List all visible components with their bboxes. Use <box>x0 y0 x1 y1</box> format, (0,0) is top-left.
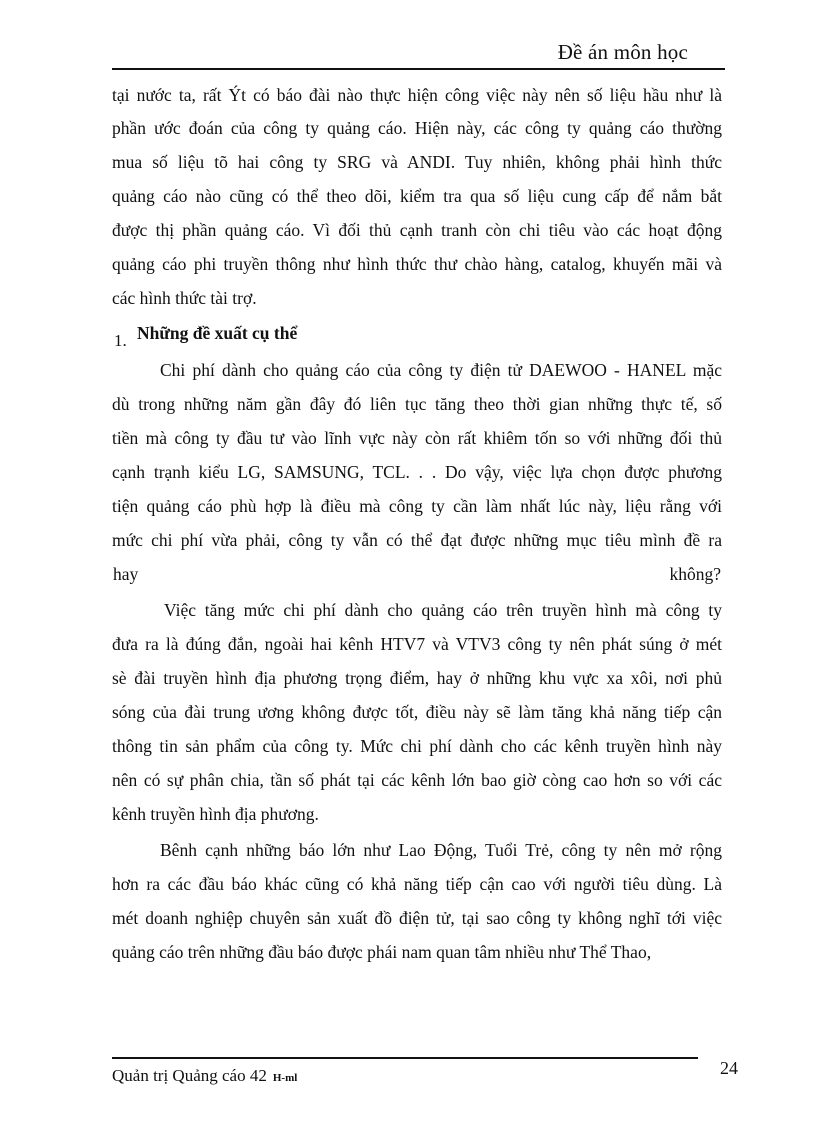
text-line: tại nước ta, rất Ýt có báo đài nào thực hiện công việc này nên số liệu hầu như là <box>112 85 722 105</box>
text-line: sóng của đài trung ương không được tốt, điều này sẽ làm tăng khả năng tiếp cận <box>112 702 722 722</box>
text-line: phần ước đoán của công ty quảng cáo. Hiện này, các công ty quảng cáo thường <box>112 118 722 138</box>
text-line: mua số liệu tõ hai công ty SRG và ANDI. Tuy nhiên, không phải hình thức <box>112 152 722 172</box>
footer-class-code: H-ml <box>272 1072 298 1084</box>
text-line: Việc tăng mức chi phí dành cho quảng cáo trên truyền hình mà công ty <box>164 600 722 620</box>
header-rule <box>112 68 725 70</box>
text-line: kênh truyền hình địa phương. <box>112 804 319 824</box>
text-line: đưa ra là đúng đắn, ngoài hai kênh HTV7 và VTV3 công ty nên phát súng ở mét <box>112 634 722 654</box>
footer-text <box>112 1066 297 1086</box>
section-title: Những đề xuất cụ thể <box>137 323 298 343</box>
text-line: được thị phần quảng cáo. Vì đối thủ cạnh tranh còn chi tiêu vào các hoạt động <box>112 220 722 240</box>
text-line: hơn ra các đầu báo khác cũng có khả năng tiếp cận cao với người tiêu dùng. Là <box>112 874 722 894</box>
text-line: nên có sự phân chia, tần số phát tại các kênh lớn bao giờ còng cao hơn so với các <box>112 770 722 790</box>
text-line: các hình thức tài trợ. <box>112 288 257 308</box>
text-line: mét doanh nghiệp chuyên sản xuất đồ điện tử, tại sao công ty không nghĩ tới việc <box>112 908 722 928</box>
text-line: Chi phí dành cho quảng cáo của công ty điện tử DAEWOO - HANEL mặc <box>160 360 722 380</box>
text-line: mức chi phí vừa phải, công ty vẫn có thể đạt được những mục tiêu mình đề ra <box>112 530 722 550</box>
text-line: dù trong những năm gần đây đó liên tục tăng theo thời gian những thực tế, số <box>112 394 722 414</box>
text-line: Bênh cạnh những báo lớn như Lao Động, Tuổi Trẻ, công ty nên mở rộng <box>160 840 722 860</box>
footer-rule <box>112 1057 698 1059</box>
text-line: quảng cáo nào cũng có thể theo dõi, kiểm tra qua số liệu cung cấp để nắm bắt <box>112 186 722 206</box>
section-number: 1. <box>114 331 127 350</box>
text-line: quảng cáo phi truyền thông như hình thức thư chào hàng, catalog, khuyến mãi và <box>112 254 722 274</box>
text-line: thông tin sản phẩm của công ty. Mức chi phí dành cho các kênh truyền hình này <box>112 736 722 756</box>
text-line: quảng cáo trên những đầu báo được phái nam quan tâm nhiều như Thể Thao, <box>112 942 652 962</box>
text-fragment-left: hay <box>113 564 139 584</box>
text-line: sè đài truyền hình địa phương trọng điểm, hay ở những khu vực xa xôi, nơi phủ <box>112 668 722 688</box>
text-line: cạnh trạnh kiểu LG, SAMSUNG, TCL. . . Do vậy, việc lựa chọn được phương <box>112 462 722 482</box>
text-fragment-right: không? <box>669 564 721 584</box>
text-line: tiện quảng cáo phù hợp là điều mà công ty cần làm nhất lúc này, liệu rằng với <box>112 496 722 516</box>
page-number: 24 <box>720 1058 738 1078</box>
header-title: Đề án môn học <box>557 40 688 64</box>
text-line: tiền mà công ty đầu tư vào lĩnh vực này còn rất khiêm tốn so với những đối thủ <box>112 428 722 448</box>
footer-course: Quản trị Quảng cáo 42 <box>112 1066 267 1085</box>
